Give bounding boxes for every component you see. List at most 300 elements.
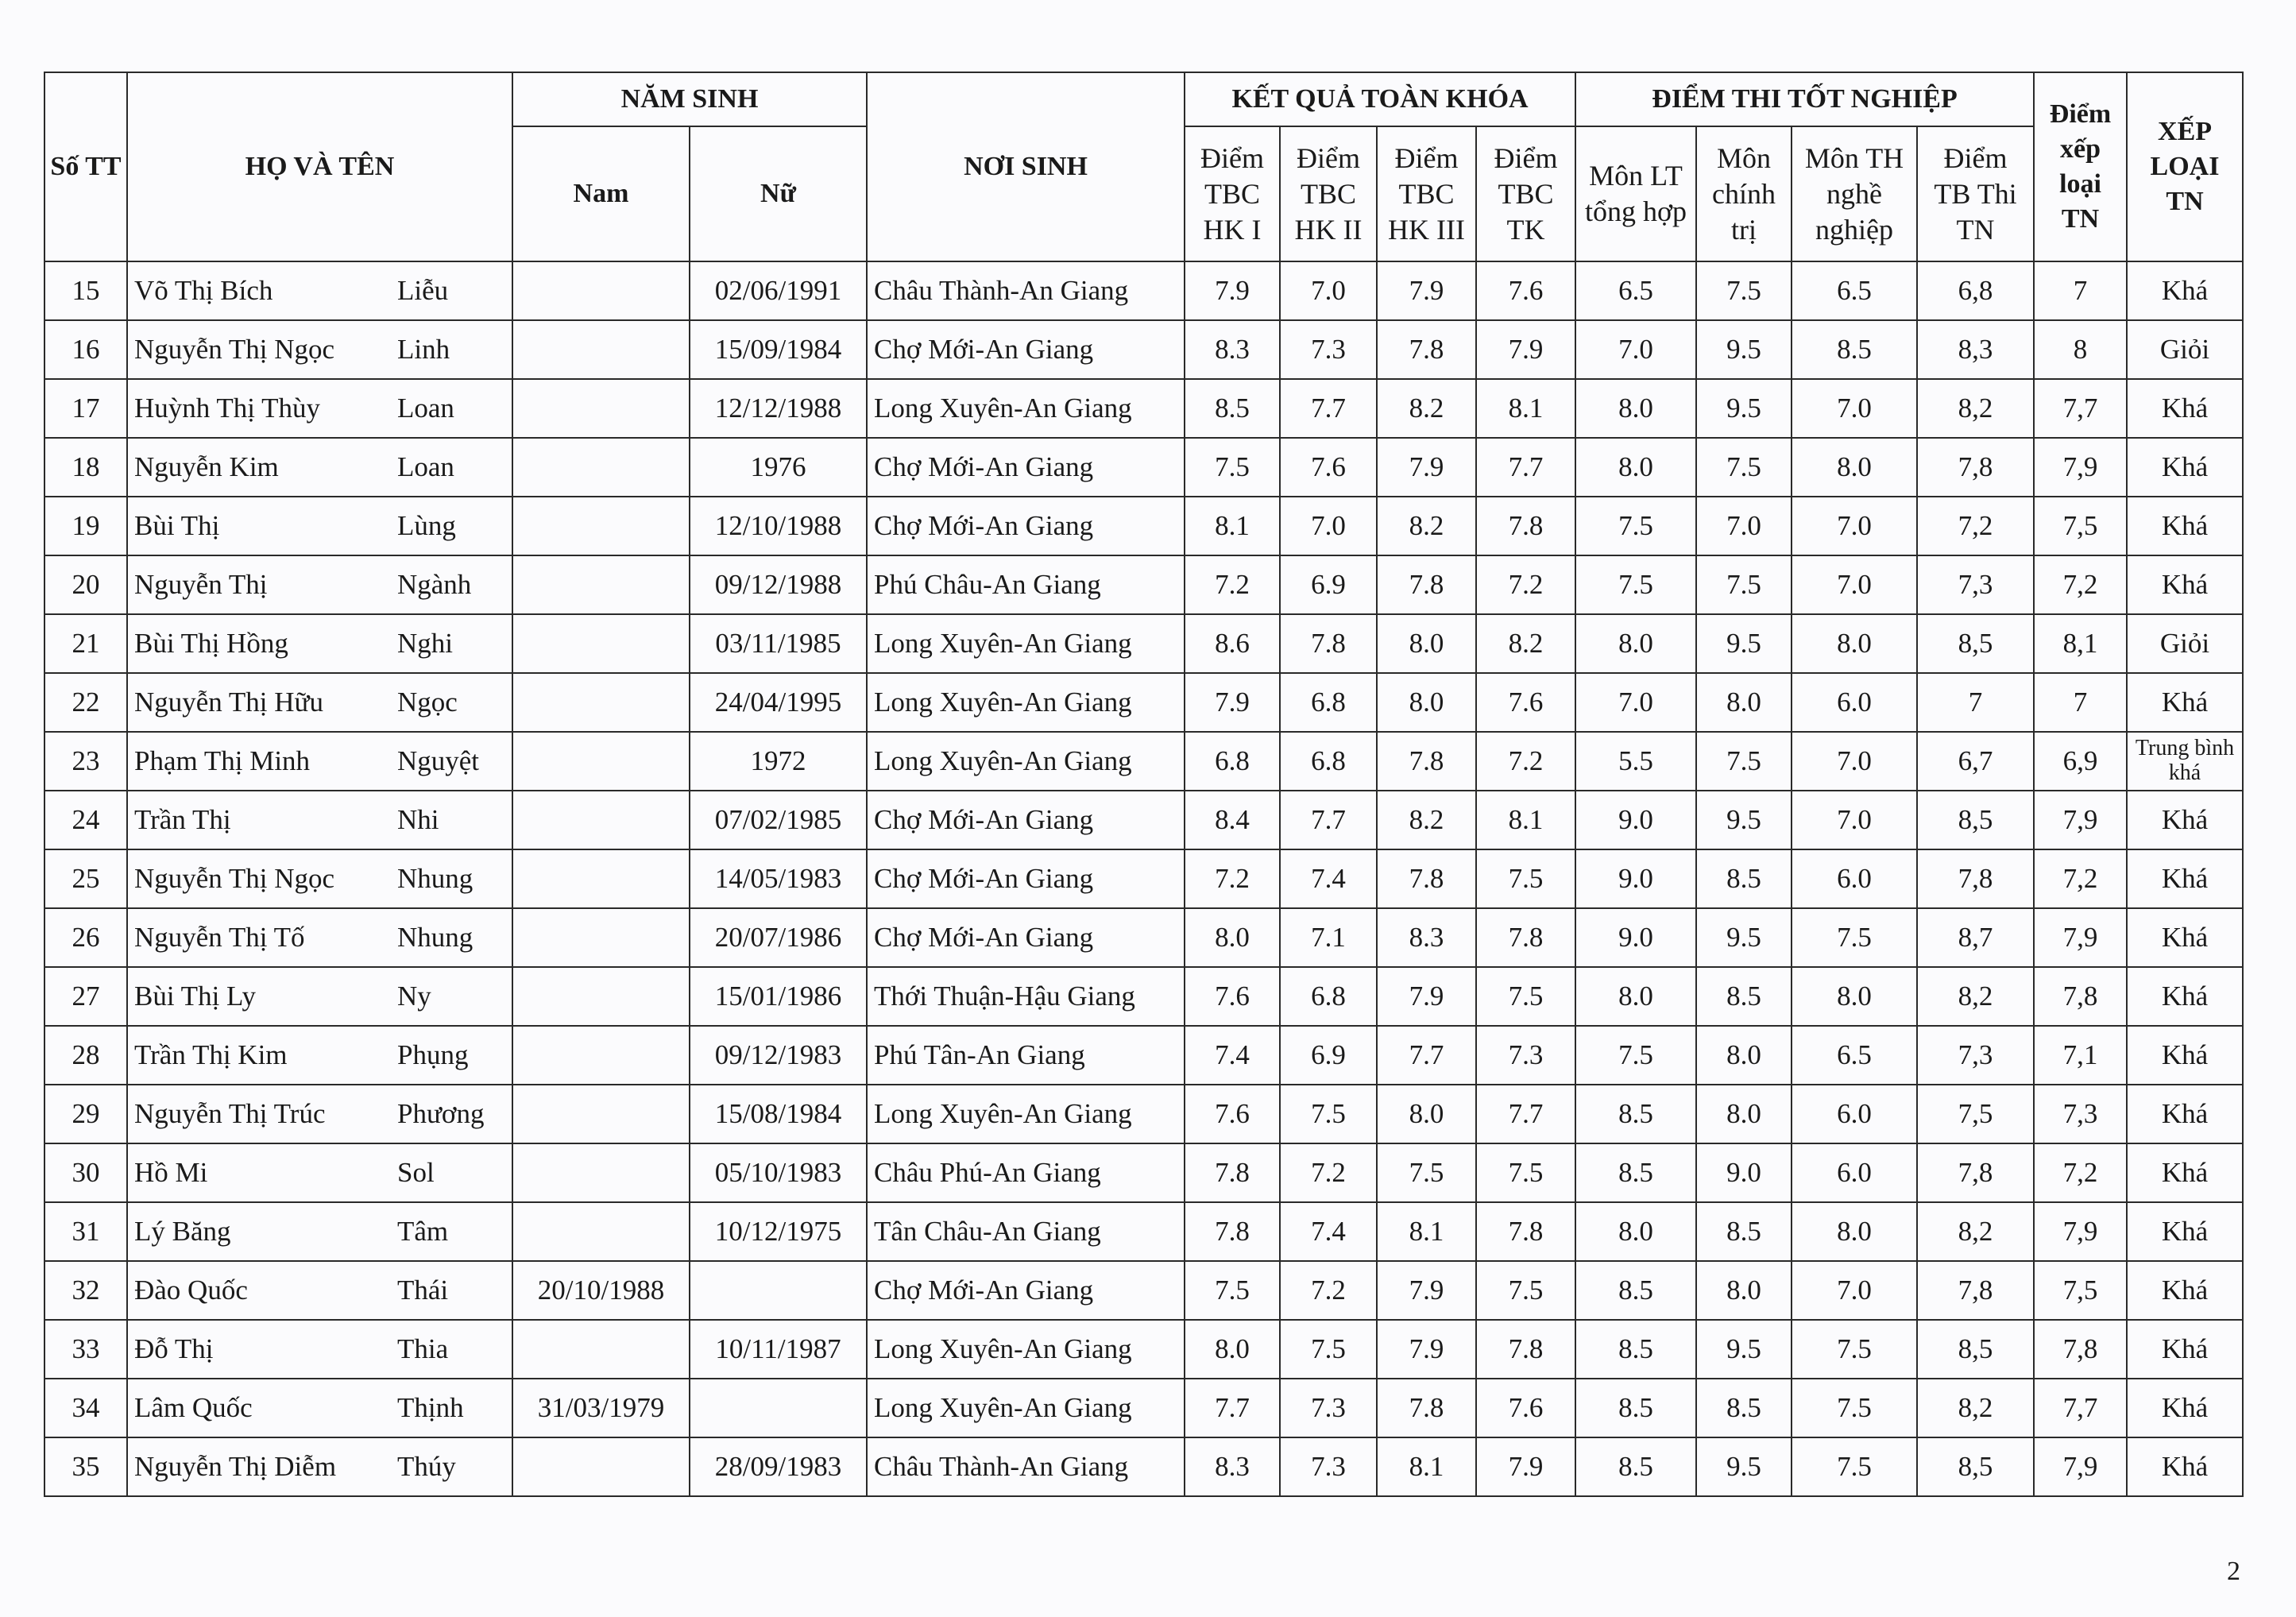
cell-xep-loai: Trung bình khá [2127, 732, 2243, 791]
cell-tbc-hk1: 8.3 [1185, 320, 1280, 379]
cell-tbc-hk3: 8.0 [1377, 614, 1476, 673]
cell-birth-female: 15/09/1984 [690, 320, 867, 379]
cell-th-nghe-nghiep: 7.5 [1792, 1379, 1917, 1437]
cell-th-nghe-nghiep: 6.0 [1792, 673, 1917, 732]
cell-tbc-hk1: 7.4 [1185, 1026, 1280, 1085]
cell-tbc-hk1: 7.9 [1185, 673, 1280, 732]
cell-birth-male [512, 908, 690, 967]
cell-tbc-tk: 7.8 [1476, 1202, 1575, 1261]
cell-diem-xep-loai: 7,9 [2034, 1202, 2127, 1261]
cell-diem-xep-loai: 7 [2034, 673, 2127, 732]
cell-tbc-tk: 7.6 [1476, 261, 1575, 320]
table-row [44, 320, 2243, 379]
cell-xep-loai: Khá [2127, 1261, 2243, 1320]
cell-birth-male [512, 1143, 690, 1202]
cell-th-nghe-nghiep: 7.0 [1792, 791, 1917, 849]
cell-tbc-hk1: 8.5 [1185, 379, 1280, 438]
cell-lt-tong-hop: 8.0 [1575, 438, 1696, 497]
cell-chinh-tri: 8.5 [1696, 849, 1792, 908]
cell-tbc-hk3: 8.0 [1377, 673, 1476, 732]
cell-tb-thi-tn: 6,7 [1917, 732, 2034, 791]
cell-given-name: Nhung [397, 849, 512, 908]
cell-birth-male [512, 497, 690, 555]
cell-diem-xep-loai: 7,2 [2034, 849, 2127, 908]
cell-tbc-hk3: 8.1 [1377, 1202, 1476, 1261]
cell-stt: 29 [44, 1085, 127, 1143]
table-row [44, 1320, 2243, 1379]
cell-given-name: Nhung [397, 908, 512, 967]
table-header [44, 72, 2243, 261]
cell-lt-tong-hop: 8.0 [1575, 379, 1696, 438]
cell-tbc-hk3: 8.1 [1377, 1437, 1476, 1496]
cell-birth-female: 14/05/1983 [690, 849, 867, 908]
cell-stt: 26 [44, 908, 127, 967]
cell-tbc-hk2: 7.3 [1280, 1379, 1377, 1437]
cell-chinh-tri: 7.0 [1696, 497, 1792, 555]
cell-chinh-tri: 8.5 [1696, 1379, 1792, 1437]
cell-birthplace: Long Xuyên-An Giang [867, 1379, 1185, 1437]
cell-tbc-hk2: 7.7 [1280, 791, 1377, 849]
cell-birth-female: 24/04/1995 [690, 673, 867, 732]
cell-chinh-tri: 8.0 [1696, 1085, 1792, 1143]
cell-tbc-tk: 8.1 [1476, 791, 1575, 849]
cell-chinh-tri: 8.0 [1696, 673, 1792, 732]
header-nam-sinh: NĂM SINH [512, 72, 867, 126]
cell-tbc-hk2: 6.8 [1280, 967, 1377, 1026]
cell-th-nghe-nghiep: 7.5 [1792, 908, 1917, 967]
cell-tbc-hk1: 7.8 [1185, 1143, 1280, 1202]
cell-th-nghe-nghiep: 6.0 [1792, 849, 1917, 908]
cell-tbc-tk: 7.8 [1476, 497, 1575, 555]
table-row [44, 261, 2243, 320]
cell-tbc-hk2: 7.5 [1280, 1320, 1377, 1379]
cell-chinh-tri: 7.5 [1696, 261, 1792, 320]
cell-birthplace: Thới Thuận-Hậu Giang [867, 967, 1185, 1026]
cell-tbc-hk3: 7.7 [1377, 1026, 1476, 1085]
cell-tbc-hk1: 8.6 [1185, 614, 1280, 673]
cell-tbc-hk2: 7.2 [1280, 1143, 1377, 1202]
header-xep-loai: XẾP LOẠI TN [2127, 72, 2243, 261]
cell-diem-xep-loai: 7,9 [2034, 908, 2127, 967]
cell-chinh-tri: 7.5 [1696, 555, 1792, 614]
cell-diem-xep-loai: 7,9 [2034, 438, 2127, 497]
cell-chinh-tri: 9.5 [1696, 614, 1792, 673]
cell-lt-tong-hop: 8.0 [1575, 614, 1696, 673]
cell-diem-xep-loai: 7,9 [2034, 1437, 2127, 1496]
cell-th-nghe-nghiep: 6.5 [1792, 261, 1917, 320]
cell-birth-female: 28/09/1983 [690, 1437, 867, 1496]
cell-given-name: Loan [397, 379, 512, 438]
cell-given-name: Tâm [397, 1202, 512, 1261]
cell-diem-xep-loai: 8,1 [2034, 614, 2127, 673]
cell-tbc-hk1: 7.6 [1185, 1085, 1280, 1143]
cell-birthplace: Chợ Mới-An Giang [867, 791, 1185, 849]
table-row [44, 1261, 2243, 1320]
cell-given-name: Loan [397, 438, 512, 497]
cell-stt: 21 [44, 614, 127, 673]
cell-xep-loai: Giỏi [2127, 320, 2243, 379]
cell-th-nghe-nghiep: 8.0 [1792, 438, 1917, 497]
table-row [44, 908, 2243, 967]
cell-tbc-hk3: 7.9 [1377, 967, 1476, 1026]
cell-diem-xep-loai: 7,7 [2034, 1379, 2127, 1437]
cell-birthplace: Long Xuyên-An Giang [867, 1320, 1185, 1379]
cell-diem-xep-loai: 6,9 [2034, 732, 2127, 791]
cell-diem-xep-loai: 8 [2034, 320, 2127, 379]
cell-stt: 20 [44, 555, 127, 614]
cell-surname: Trần Thị Kim [127, 1026, 397, 1085]
header-hk2: Điểm TBC HK II [1280, 126, 1377, 261]
cell-tb-thi-tn: 7,8 [1917, 1143, 2034, 1202]
cell-birthplace: Châu Thành-An Giang [867, 1437, 1185, 1496]
cell-surname: Đỗ Thị [127, 1320, 397, 1379]
cell-lt-tong-hop: 8.5 [1575, 1437, 1696, 1496]
cell-tbc-tk: 7.2 [1476, 732, 1575, 791]
cell-th-nghe-nghiep: 6.0 [1792, 1085, 1917, 1143]
cell-tbc-hk1: 8.3 [1185, 1437, 1280, 1496]
header-tk: Điểm TBC TK [1476, 126, 1575, 261]
cell-birth-female: 02/06/1991 [690, 261, 867, 320]
cell-stt: 27 [44, 967, 127, 1026]
cell-chinh-tri: 8.0 [1696, 1261, 1792, 1320]
cell-th-nghe-nghiep: 7.0 [1792, 732, 1917, 791]
cell-given-name: Nhi [397, 791, 512, 849]
cell-tbc-hk2: 7.3 [1280, 320, 1377, 379]
cell-tbc-tk: 8.2 [1476, 614, 1575, 673]
cell-stt: 23 [44, 732, 127, 791]
cell-surname: Huỳnh Thị Thùy [127, 379, 397, 438]
cell-tbc-hk3: 7.8 [1377, 1379, 1476, 1437]
cell-surname: Nguyễn Thị Tố [127, 908, 397, 967]
cell-tbc-hk3: 7.8 [1377, 732, 1476, 791]
cell-tbc-hk3: 7.5 [1377, 1143, 1476, 1202]
table-row [44, 791, 2243, 849]
cell-lt-tong-hop: 7.5 [1575, 555, 1696, 614]
cell-tbc-hk3: 7.9 [1377, 261, 1476, 320]
cell-tbc-hk2: 7.3 [1280, 1437, 1377, 1496]
cell-diem-xep-loai: 7,7 [2034, 379, 2127, 438]
cell-tbc-hk3: 8.0 [1377, 1085, 1476, 1143]
cell-stt: 15 [44, 261, 127, 320]
cell-surname: Hồ Mi [127, 1143, 397, 1202]
cell-surname: Nguyễn Thị Ngọc [127, 320, 397, 379]
cell-stt: 28 [44, 1026, 127, 1085]
cell-birthplace: Long Xuyên-An Giang [867, 673, 1185, 732]
cell-tb-thi-tn: 7,8 [1917, 1261, 2034, 1320]
cell-birth-male [512, 438, 690, 497]
cell-tb-thi-tn: 7,3 [1917, 1026, 2034, 1085]
cell-stt: 30 [44, 1143, 127, 1202]
cell-birth-male [512, 261, 690, 320]
table-row [44, 1026, 2243, 1085]
cell-surname: Lâm Quốc [127, 1379, 397, 1437]
cell-tbc-tk: 7.6 [1476, 673, 1575, 732]
cell-stt: 17 [44, 379, 127, 438]
cell-given-name: Ngành [397, 555, 512, 614]
cell-th-nghe-nghiep: 6.5 [1792, 1026, 1917, 1085]
cell-birth-female: 1972 [690, 732, 867, 791]
cell-diem-xep-loai: 7,8 [2034, 1320, 2127, 1379]
cell-diem-xep-loai: 7,2 [2034, 1143, 2127, 1202]
cell-tb-thi-tn: 7,8 [1917, 438, 2034, 497]
cell-surname: Phạm Thị Minh [127, 732, 397, 791]
cell-tbc-hk2: 7.1 [1280, 908, 1377, 967]
cell-tb-thi-tn: 8,2 [1917, 967, 2034, 1026]
table-body [44, 261, 2243, 1496]
cell-xep-loai: Khá [2127, 1202, 2243, 1261]
cell-tb-thi-tn: 8,5 [1917, 1320, 2034, 1379]
cell-stt: 16 [44, 320, 127, 379]
cell-xep-loai: Khá [2127, 379, 2243, 438]
cell-chinh-tri: 9.5 [1696, 1320, 1792, 1379]
cell-tbc-hk3: 7.9 [1377, 438, 1476, 497]
cell-diem-xep-loai: 7,2 [2034, 555, 2127, 614]
cell-tbc-hk3: 8.2 [1377, 497, 1476, 555]
cell-chinh-tri: 9.5 [1696, 379, 1792, 438]
cell-lt-tong-hop: 8.5 [1575, 1379, 1696, 1437]
cell-tb-thi-tn: 7,8 [1917, 849, 2034, 908]
cell-chinh-tri: 8.0 [1696, 1026, 1792, 1085]
cell-birth-female: 05/10/1983 [690, 1143, 867, 1202]
cell-birth-male [512, 1202, 690, 1261]
cell-stt: 22 [44, 673, 127, 732]
cell-tbc-hk3: 7.8 [1377, 555, 1476, 614]
cell-birth-male [512, 849, 690, 908]
cell-tbc-tk: 7.9 [1476, 320, 1575, 379]
cell-tbc-hk1: 7.6 [1185, 967, 1280, 1026]
cell-tbc-hk1: 8.1 [1185, 497, 1280, 555]
cell-surname: Nguyễn Thị Hữu [127, 673, 397, 732]
cell-diem-xep-loai: 7 [2034, 261, 2127, 320]
cell-xep-loai: Khá [2127, 261, 2243, 320]
cell-lt-tong-hop: 9.0 [1575, 908, 1696, 967]
cell-xep-loai: Khá [2127, 1320, 2243, 1379]
cell-birthplace: Chợ Mới-An Giang [867, 908, 1185, 967]
cell-birth-male [512, 320, 690, 379]
cell-birth-female: 10/11/1987 [690, 1320, 867, 1379]
cell-tbc-hk1: 7.5 [1185, 1261, 1280, 1320]
cell-tbc-hk2: 7.0 [1280, 497, 1377, 555]
cell-tbc-tk: 7.8 [1476, 908, 1575, 967]
cell-tbc-hk1: 7.2 [1185, 555, 1280, 614]
cell-tbc-tk: 7.7 [1476, 438, 1575, 497]
cell-diem-xep-loai: 7,8 [2034, 967, 2127, 1026]
cell-xep-loai: Khá [2127, 673, 2243, 732]
cell-birth-male [512, 555, 690, 614]
header-ho-ten: HỌ VÀ TÊN [127, 72, 512, 261]
table-row [44, 967, 2243, 1026]
header-so-tt: Số TT [44, 72, 127, 261]
cell-birth-female [690, 1261, 867, 1320]
cell-birthplace: Châu Thành-An Giang [867, 261, 1185, 320]
cell-birth-male [512, 1026, 690, 1085]
cell-tbc-hk1: 7.8 [1185, 1202, 1280, 1261]
cell-th-nghe-nghiep: 8.0 [1792, 1202, 1917, 1261]
cell-stt: 32 [44, 1261, 127, 1320]
cell-given-name: Linh [397, 320, 512, 379]
table-row [44, 497, 2243, 555]
cell-diem-xep-loai: 7,1 [2034, 1026, 2127, 1085]
cell-surname: Bùi Thị [127, 497, 397, 555]
cell-birth-male [512, 1320, 690, 1379]
cell-tb-thi-tn: 6,8 [1917, 261, 2034, 320]
cell-th-nghe-nghiep: 7.0 [1792, 1261, 1917, 1320]
cell-birthplace: Chợ Mới-An Giang [867, 438, 1185, 497]
cell-chinh-tri: 7.5 [1696, 732, 1792, 791]
cell-tbc-hk3: 7.9 [1377, 1320, 1476, 1379]
cell-birthplace: Chợ Mới-An Giang [867, 320, 1185, 379]
cell-birth-female: 1976 [690, 438, 867, 497]
cell-birth-female: 15/08/1984 [690, 1085, 867, 1143]
header-diem-thi-tot-nghiep: ĐIỂM THI TỐT NGHIỆP [1575, 72, 2034, 126]
cell-xep-loai: Khá [2127, 849, 2243, 908]
cell-surname: Nguyễn Thị Trúc [127, 1085, 397, 1143]
cell-given-name: Ngọc [397, 673, 512, 732]
cell-birth-male [512, 1437, 690, 1496]
cell-birthplace: Chợ Mới-An Giang [867, 497, 1185, 555]
cell-chinh-tri: 9.0 [1696, 1143, 1792, 1202]
cell-stt: 33 [44, 1320, 127, 1379]
cell-surname: Trần Thị [127, 791, 397, 849]
cell-tbc-hk2: 7.0 [1280, 261, 1377, 320]
cell-lt-tong-hop: 8.5 [1575, 1085, 1696, 1143]
cell-tb-thi-tn: 7,3 [1917, 555, 2034, 614]
cell-xep-loai: Khá [2127, 1026, 2243, 1085]
cell-tb-thi-tn: 8,2 [1917, 379, 2034, 438]
cell-stt: 35 [44, 1437, 127, 1496]
cell-th-nghe-nghiep: 6.0 [1792, 1143, 1917, 1202]
header-lt-tong-hop: Môn LT tổng hợp [1575, 126, 1696, 261]
cell-surname: Nguyễn Thị [127, 555, 397, 614]
table-row [44, 1379, 2243, 1437]
cell-tbc-hk3: 7.8 [1377, 849, 1476, 908]
cell-diem-xep-loai: 7,3 [2034, 1085, 2127, 1143]
cell-stt: 19 [44, 497, 127, 555]
cell-chinh-tri: 9.5 [1696, 320, 1792, 379]
cell-tb-thi-tn: 8,2 [1917, 1379, 2034, 1437]
cell-birthplace: Tân Châu-An Giang [867, 1202, 1185, 1261]
cell-lt-tong-hop: 7.0 [1575, 320, 1696, 379]
cell-tb-thi-tn: 7 [1917, 673, 2034, 732]
cell-lt-tong-hop: 8.0 [1575, 967, 1696, 1026]
cell-tbc-hk2: 6.9 [1280, 555, 1377, 614]
table-row [44, 673, 2243, 732]
cell-birth-male: 31/03/1979 [512, 1379, 690, 1437]
cell-th-nghe-nghiep: 7.5 [1792, 1320, 1917, 1379]
cell-surname: Bùi Thị Ly [127, 967, 397, 1026]
cell-surname: Đào Quốc [127, 1261, 397, 1320]
page-number: 2 [2227, 1557, 2240, 1586]
cell-xep-loai: Khá [2127, 1085, 2243, 1143]
cell-diem-xep-loai: 7,5 [2034, 497, 2127, 555]
cell-xep-loai: Khá [2127, 1379, 2243, 1437]
table-row [44, 438, 2243, 497]
cell-given-name: Ny [397, 967, 512, 1026]
cell-tbc-hk2: 7.8 [1280, 614, 1377, 673]
cell-surname: Nguyễn Thị Diễm [127, 1437, 397, 1496]
cell-xep-loai: Khá [2127, 967, 2243, 1026]
table-row [44, 614, 2243, 673]
cell-th-nghe-nghiep: 7.0 [1792, 555, 1917, 614]
cell-tbc-tk: 7.9 [1476, 1437, 1575, 1496]
cell-birth-female: 12/12/1988 [690, 379, 867, 438]
table-row [44, 1202, 2243, 1261]
cell-tbc-hk2: 7.4 [1280, 1202, 1377, 1261]
cell-th-nghe-nghiep: 7.0 [1792, 379, 1917, 438]
cell-tb-thi-tn: 7,2 [1917, 497, 2034, 555]
cell-birthplace: Long Xuyên-An Giang [867, 1085, 1185, 1143]
cell-tbc-hk2: 6.9 [1280, 1026, 1377, 1085]
cell-tbc-hk3: 8.2 [1377, 379, 1476, 438]
cell-birthplace: Chợ Mới-An Giang [867, 849, 1185, 908]
cell-tbc-hk2: 7.2 [1280, 1261, 1377, 1320]
cell-tbc-hk2: 7.7 [1280, 379, 1377, 438]
cell-tbc-hk1: 7.2 [1185, 849, 1280, 908]
cell-stt: 34 [44, 1379, 127, 1437]
cell-birthplace: Phú Tân-An Giang [867, 1026, 1185, 1085]
cell-chinh-tri: 9.5 [1696, 791, 1792, 849]
cell-birth-male [512, 379, 690, 438]
header-chinh-tri: Môn chính trị [1696, 126, 1792, 261]
cell-th-nghe-nghiep: 7.0 [1792, 497, 1917, 555]
cell-lt-tong-hop: 5.5 [1575, 732, 1696, 791]
cell-given-name: Nghi [397, 614, 512, 673]
header-noi-sinh: NƠI SINH [867, 72, 1185, 261]
cell-given-name: Sol [397, 1143, 512, 1202]
table-row [44, 1085, 2243, 1143]
cell-chinh-tri: 9.5 [1696, 908, 1792, 967]
cell-tb-thi-tn: 7,5 [1917, 1085, 2034, 1143]
cell-birthplace: Long Xuyên-An Giang [867, 379, 1185, 438]
cell-xep-loai: Khá [2127, 791, 2243, 849]
cell-lt-tong-hop: 7.5 [1575, 497, 1696, 555]
cell-tb-thi-tn: 8,5 [1917, 614, 2034, 673]
cell-lt-tong-hop: 7.0 [1575, 673, 1696, 732]
cell-birthplace: Châu Phú-An Giang [867, 1143, 1185, 1202]
cell-surname: Bùi Thị Hồng [127, 614, 397, 673]
cell-tbc-hk3: 7.8 [1377, 320, 1476, 379]
header-tb-thi-tn: Điểm TB Thi TN [1917, 126, 2034, 261]
cell-birth-female [690, 1379, 867, 1437]
cell-chinh-tri: 9.5 [1696, 1437, 1792, 1496]
cell-tbc-tk: 7.2 [1476, 555, 1575, 614]
cell-surname: Nguyễn Kim [127, 438, 397, 497]
cell-stt: 18 [44, 438, 127, 497]
cell-tbc-hk1: 7.9 [1185, 261, 1280, 320]
cell-tbc-hk1: 7.5 [1185, 438, 1280, 497]
cell-surname: Nguyễn Thị Ngọc [127, 849, 397, 908]
cell-surname: Võ Thị Bích [127, 261, 397, 320]
cell-tbc-hk2: 7.6 [1280, 438, 1377, 497]
table-row [44, 849, 2243, 908]
cell-birth-male [512, 614, 690, 673]
cell-tbc-hk2: 7.4 [1280, 849, 1377, 908]
cell-birth-female: 09/12/1983 [690, 1026, 867, 1085]
cell-given-name: Thịnh [397, 1379, 512, 1437]
cell-chinh-tri: 8.5 [1696, 1202, 1792, 1261]
table-row [44, 1143, 2243, 1202]
cell-birthplace: Long Xuyên-An Giang [867, 732, 1185, 791]
header-hk1: Điểm TBC HK I [1185, 126, 1280, 261]
cell-given-name: Lùng [397, 497, 512, 555]
cell-xep-loai: Khá [2127, 555, 2243, 614]
cell-birth-male: 20/10/1988 [512, 1261, 690, 1320]
cell-xep-loai: Khá [2127, 438, 2243, 497]
cell-lt-tong-hop: 7.5 [1575, 1026, 1696, 1085]
cell-tb-thi-tn: 8,5 [1917, 791, 2034, 849]
header-hk3: Điểm TBC HK III [1377, 126, 1476, 261]
cell-birth-female: 20/07/1986 [690, 908, 867, 967]
